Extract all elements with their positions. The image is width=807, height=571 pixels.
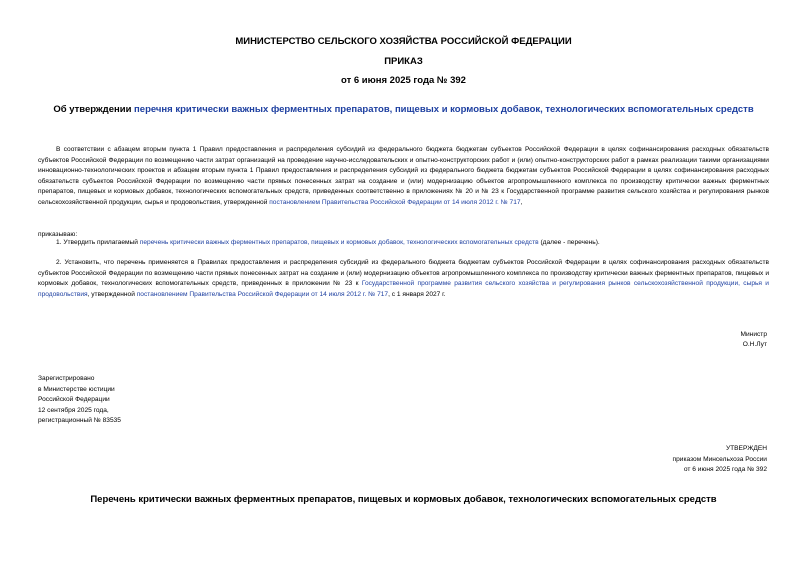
list-title: Перечень критически важных ферментных препаратов, пищевых и кормовых добавок, технологических вспомогательных средств	[90, 494, 717, 505]
item-2	[38, 258, 769, 300]
signature-name: О.Н.Лут	[742, 341, 767, 348]
ministry-name: МИНИСТЕРСТВО СЕЛЬСКОГО ХОЗЯЙСТВА РОССИЙСКОЙ ФЕДЕРАЦИИ	[235, 36, 572, 47]
item-2-text: 2. Установить, что перечень применяется в Правилах предоставления и распределения субсидий из федерального бюджета бюджетам субъектов Российской Федерации в целях софинансирования расходных обязательств субъектов Российской Федерации по возмещению части прямых понесенных затрат на создание и (или) модернизацию объектов агропромышленного комплекса по производству критически важных ферментных препаратов, пищевых и кормовых добавок, технологических вспомогательных средств, приведенных в приложении № 23 к	[38, 259, 769, 287]
approval-line: приказом Минсельхоза России	[672, 455, 767, 463]
registration-line: Российской Федерации	[38, 396, 110, 403]
item-2-mid: , утвержденной	[87, 290, 137, 298]
registration-line: в Министерстве юстиции	[38, 385, 115, 393]
document-type: ПРИКАЗ	[384, 56, 423, 67]
intro-decree-link[interactable]: постановлением Правительства Российской Федерации от 14 июля 2012 г. № 717	[269, 198, 521, 206]
title-link[interactable]: перечня критически важных ферментных препаратов, пищевых и кормовых добавок, технологических вспомогательных средств	[134, 104, 754, 115]
registration-line: Зарегистрировано	[38, 375, 95, 382]
intro-text: В соответствии с абзацем вторым пункта 1 Правил предоставления и распределения субсидий из федерального бюджета бюджетам субъектов Российской Федерации в целях софинансирования расходных обязательств субъектов Российской Федерации по возмещению части затрат организаций на проведение научно-исследовательских и опытно-конструкторских работ и (или) опытно-конструкторских работ в рамках реализации такими организациями инновационно-технологических проектов и абзацем вторым пункта 1 Правил предоставления и распределения субсидий из федерального бюджета бюджетам субъектов Российской Федерации в целях софинансирования расходных обязательств субъектов Российской Федерации по возмещению части прямых понесенных затрат на создание и (или) модернизацию объектов агропромышленного комплекса по производству критически важных ферментных препаратов, пищевых и кормовых добавок, технологических вспомогательных средств, приведенных соответственно в приложениях № 20 и № 23 к Государственной программе развития сельского хозяйства и регулирования рынков сельскохозяйственной продукции, сырья и продовольствия, утвержденной	[38, 146, 769, 206]
document-title	[40, 104, 767, 116]
item-2-program-link[interactable]: Государственной программе развития сельского хозяйства и регулирования рынков сельскохозяйственной продукции, сырья и продовольствия	[38, 280, 769, 298]
item-1-link[interactable]: перечень критически важных ферментных препаратов, пищевых и кормовых добавок, технологических вспомогательных средств	[139, 239, 539, 246]
document-date-number: от 6 июня 2025 года № 392	[341, 75, 466, 86]
order-word: приказываю:	[38, 231, 78, 238]
title-prefix: Об утверждении	[53, 104, 135, 115]
registration-line: регистрационный № 83535	[38, 417, 121, 424]
registration-block	[38, 374, 121, 427]
approval-line: УТВЕРЖДЕН	[725, 445, 767, 452]
item-2-decree-link[interactable]: постановлением Правительства Российской Федерации от 14 июля 2012 г. № 717	[136, 290, 389, 298]
approval-block	[673, 444, 767, 476]
item-2-suffix: , с 1 января 2027 г.	[388, 290, 446, 298]
item-1	[56, 238, 600, 249]
signature-position: Министр	[740, 331, 767, 338]
registration-line: 12 сентября 2025 года,	[38, 406, 109, 414]
intro-paragraph	[38, 145, 769, 208]
intro-suffix: ,	[520, 198, 523, 206]
item-1-suffix: (далее - перечень).	[538, 239, 600, 246]
approval-line: от 6 июня 2025 года № 392	[683, 466, 767, 473]
item-1-prefix: 1. Утвердить прилагаемый	[56, 239, 140, 246]
